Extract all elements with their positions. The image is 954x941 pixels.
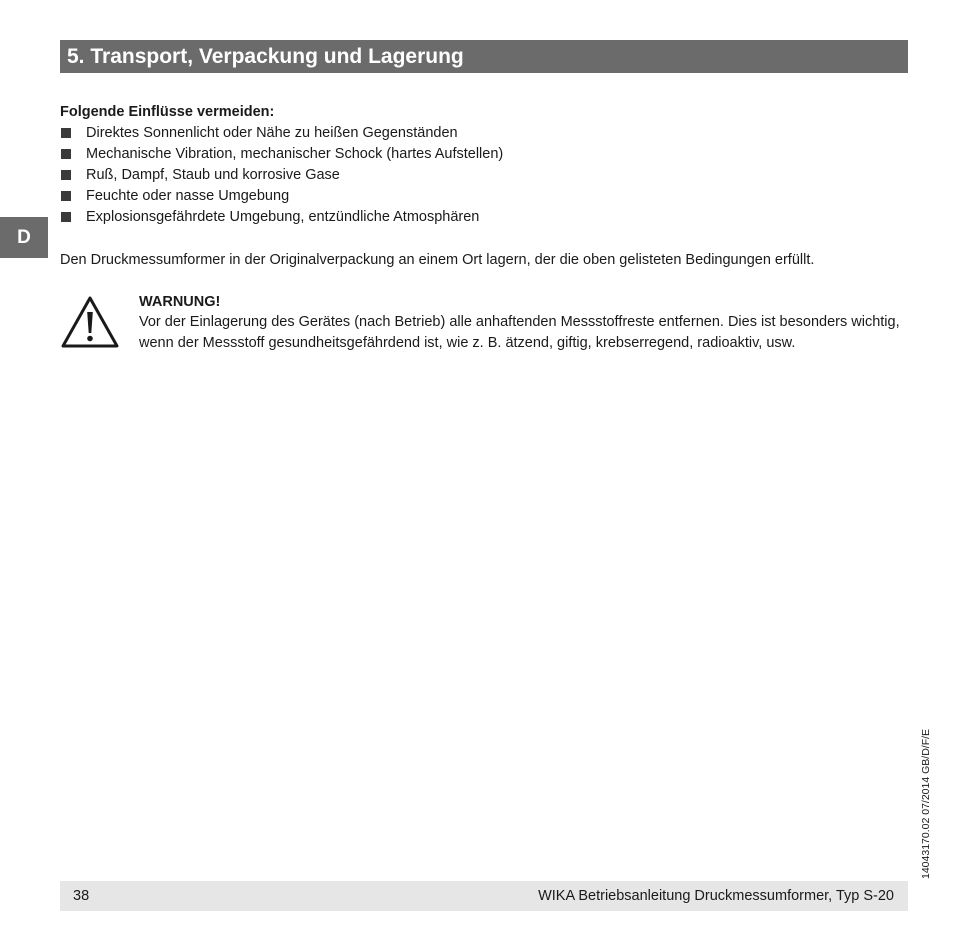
- square-bullet-icon: [61, 212, 71, 222]
- list-item: [60, 207, 503, 228]
- list-item-text: Feuchte oder nasse Umgebung: [86, 188, 290, 204]
- list-item: [60, 165, 503, 186]
- avoid-list: [60, 123, 503, 228]
- square-bullet-icon: [61, 128, 71, 138]
- warning-title: WARNUNG!: [139, 294, 221, 310]
- list-item-text: Mechanische Vibration, mechanischer Schock (hartes Aufstellen): [86, 146, 504, 162]
- square-bullet-icon: [61, 191, 71, 201]
- warning-triangle-icon: [60, 295, 120, 349]
- list-item: [60, 144, 503, 165]
- storage-instruction: Den Druckmessumformer in der Originalverpackung an einem Ort lagern, der die oben gelisteten Bedingungen erfüllt.: [60, 252, 815, 268]
- square-bullet-icon: [61, 170, 71, 180]
- warning-text: Vor der Einlagerung des Gerätes (nach Betrieb) alle anhaftenden Messstoffreste entfernen. Dies ist besonders wichtig, wenn der Messstoff gesundheitsgefährdend ist, wie z. B. ätzend, giftig, krebserregend, radioaktiv, usw.: [139, 314, 900, 351]
- page-number: 38: [73, 888, 90, 904]
- avoid-heading: Folgende Einflüsse vermeiden:: [60, 104, 275, 120]
- list-item-text: Ruß, Dampf, Staub und korrosive Gase: [86, 167, 340, 183]
- section-title: 5. Transport, Verpackung und Lagerung: [60, 40, 908, 73]
- square-bullet-icon: [61, 149, 71, 159]
- document-code: 14043170.02 07/2014 GB/D/F/E: [920, 728, 932, 879]
- page-footer: [60, 881, 908, 911]
- list-item-text: Direktes Sonnenlicht oder Nähe zu heißen Gegenständen: [86, 125, 458, 141]
- footer-title: WIKA Betriebsanleitung Druckmessumformer, Typ S-20: [538, 888, 894, 904]
- list-item: [60, 123, 503, 144]
- list-item: [60, 186, 503, 207]
- list-item-text: Explosionsgefährdete Umgebung, entzündliche Atmosphären: [86, 209, 480, 225]
- language-tab: D: [0, 217, 48, 258]
